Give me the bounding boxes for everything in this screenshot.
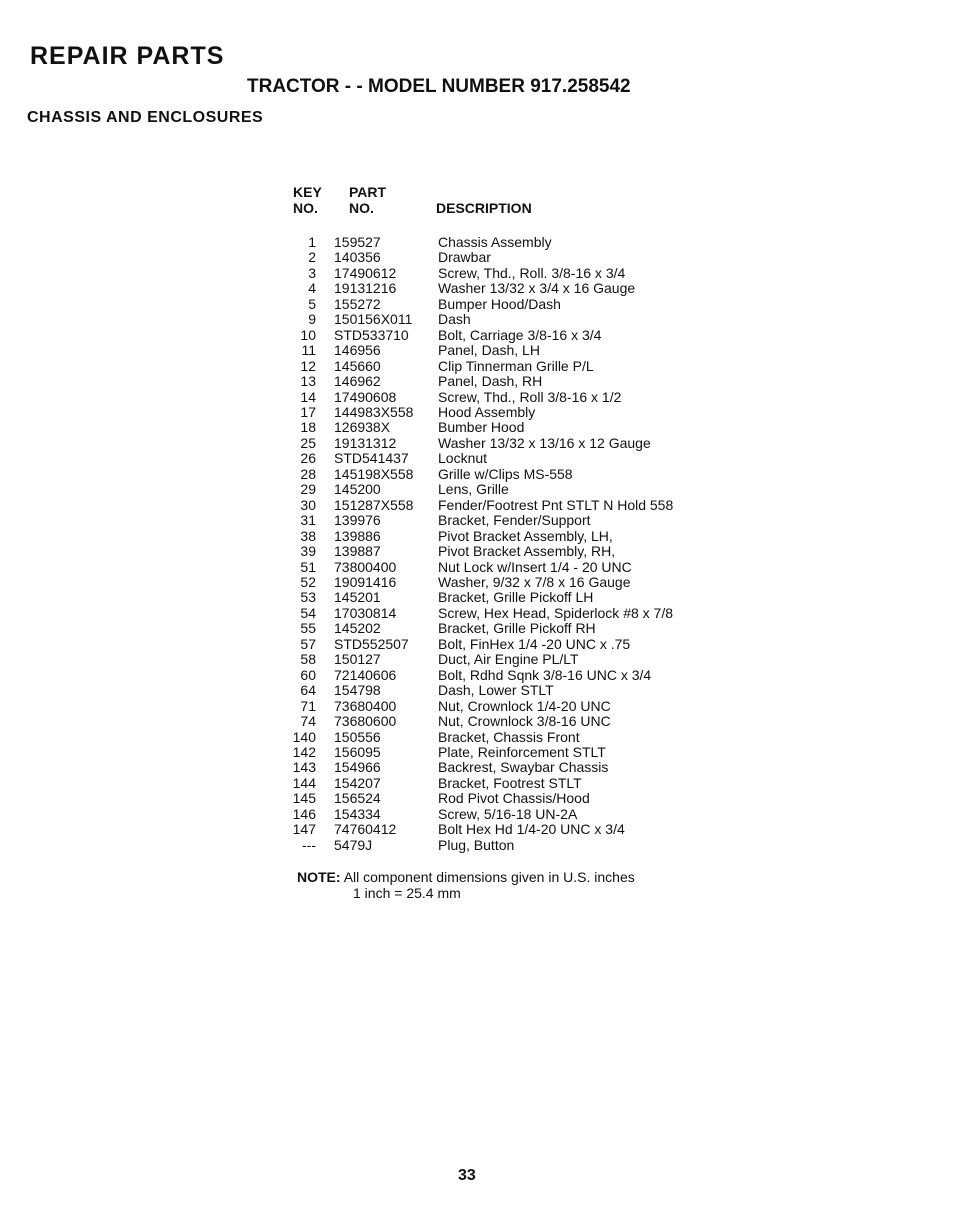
part-no: 145202 [334, 620, 381, 637]
part-description: Bolt Hex Hd 1/4-20 UNC x 3/4 [438, 821, 625, 838]
page-title: REPAIR PARTS [30, 42, 225, 70]
key-no-column-header [293, 184, 322, 216]
part-no: 159527 [334, 234, 381, 250]
parts-row [278, 328, 673, 343]
part-no: 150127 [334, 651, 381, 668]
part-no: 19131216 [334, 280, 397, 297]
parts-row [278, 760, 673, 775]
note [297, 869, 635, 901]
parts-row [278, 699, 673, 714]
key-no: 146 [292, 805, 316, 822]
part-description: Chassis Assembly [438, 234, 552, 250]
key-no: 10 [300, 326, 316, 343]
part-description: Clip Tinnerman Grille P/L [438, 357, 594, 374]
parts-row [278, 359, 673, 374]
part-no: 146962 [334, 373, 381, 390]
key-no: 140 [292, 728, 316, 745]
part-description: Bumper Hood/Dash [438, 295, 561, 312]
part-description: Nut, Crownlock 3/8-16 UNC [438, 713, 611, 730]
parts-row [278, 250, 673, 265]
part-description: Bracket, Chassis Front [438, 728, 580, 745]
parts-row [278, 822, 673, 837]
parts-row [278, 791, 673, 806]
parts-row [278, 482, 673, 497]
part-no: 72140606 [334, 666, 397, 683]
parts-row [278, 405, 673, 420]
part-no: STD533710 [334, 326, 409, 343]
part-no: 154334 [334, 805, 381, 822]
key-no: 147 [292, 821, 316, 838]
key-no: 74 [300, 713, 316, 730]
part-description: Dash [438, 311, 471, 328]
parts-row [278, 621, 673, 636]
key-no: 1 [308, 234, 316, 250]
key-no: 4 [308, 280, 316, 297]
parts-row [278, 390, 673, 405]
part-description: Fender/Footrest Pnt STLT N Hold 558 [438, 496, 674, 513]
part-no: 5479J [334, 836, 373, 853]
key-no: 5 [308, 295, 316, 312]
part-description: Pivot Bracket Assembly, LH, [438, 527, 613, 544]
parts-row [278, 590, 673, 605]
key-no: 12 [300, 357, 316, 374]
part-header-line2: NO. [349, 200, 374, 216]
part-no: 145201 [334, 589, 381, 606]
part-description: Hood Assembly [438, 403, 536, 420]
parts-row [278, 529, 673, 544]
note-label: NOTE: [297, 869, 341, 885]
part-description: Lens, Grille [438, 481, 509, 498]
parts-row [278, 776, 673, 791]
parts-row [278, 668, 673, 683]
description-column-header: DESCRIPTION [436, 200, 532, 216]
key-no: 14 [300, 388, 316, 405]
key-no: 26 [300, 450, 316, 467]
part-description: Plate, Reinforcement STLT [438, 743, 606, 760]
note-line1: All component dimensions given in U.S. inches [343, 869, 635, 885]
parts-row [278, 281, 673, 296]
key-no: 29 [300, 481, 316, 498]
key-no: 58 [300, 651, 316, 668]
key-no: 64 [300, 682, 316, 699]
parts-row [278, 266, 673, 281]
part-no: 154207 [334, 774, 381, 791]
part-no: 154798 [334, 682, 381, 699]
part-description: Bracket, Fender/Support [438, 512, 591, 529]
part-description: Bolt, Carriage 3/8-16 x 3/4 [438, 326, 602, 343]
key-no: 52 [300, 573, 316, 590]
model-heading: TRACTOR - - MODEL NUMBER 917.258542 [247, 76, 631, 97]
part-no: 151287X558 [334, 496, 414, 513]
part-description: Screw, Thd., Roll 3/8-16 x 1/2 [438, 388, 622, 405]
part-no: 154966 [334, 759, 381, 776]
part-no: 144983X558 [334, 403, 414, 420]
part-no: 73680600 [334, 713, 397, 730]
parts-row [278, 297, 673, 312]
part-description: Bracket, Grille Pickoff RH [438, 620, 596, 637]
part-description: Washer 13/32 x 13/16 x 12 Gauge [438, 434, 651, 451]
part-description: Dash, Lower STLT [438, 682, 554, 699]
part-no: 156095 [334, 743, 381, 760]
part-description: Panel, Dash, RH [438, 373, 543, 390]
part-description: Panel, Dash, LH [438, 342, 540, 359]
parts-row [278, 498, 673, 513]
part-no: 150556 [334, 728, 381, 745]
parts-row [278, 730, 673, 745]
part-no: 17030814 [334, 604, 397, 621]
part-no: 19131312 [334, 434, 397, 451]
parts-row [278, 606, 673, 621]
part-description: Pivot Bracket Assembly, RH, [438, 543, 616, 560]
part-description: Nut Lock w/Insert 1/4 - 20 UNC [438, 558, 632, 575]
part-description: Drawbar [438, 249, 491, 266]
part-no: 145198X558 [334, 465, 414, 482]
part-description: Bolt, Rdhd Sqnk 3/8-16 UNC x 3/4 [438, 666, 652, 683]
parts-list [278, 235, 673, 853]
key-no: 57 [300, 635, 316, 652]
part-no: 145200 [334, 481, 381, 498]
part-description: Duct, Air Engine PL/LT [438, 651, 579, 668]
part-description: Plug, Button [438, 836, 515, 853]
part-header-line1: PART [349, 184, 387, 200]
part-no: 74760412 [334, 821, 397, 838]
part-no: 145660 [334, 357, 381, 374]
part-description: Screw, Thd., Roll. 3/8-16 x 3/4 [438, 264, 626, 281]
key-no: 9 [308, 311, 316, 328]
key-no: 17 [300, 403, 316, 420]
part-description: Washer, 9/32 x 7/8 x 16 Gauge [438, 573, 631, 590]
part-no: 146956 [334, 342, 381, 359]
part-description: Grille w/Clips MS-558 [438, 465, 573, 482]
parts-row [278, 235, 673, 250]
key-header-line1: KEY [293, 184, 322, 200]
part-no: 139887 [334, 543, 381, 560]
part-no: 17490612 [334, 264, 397, 281]
page-number: 33 [458, 1167, 476, 1184]
parts-row [278, 807, 673, 822]
key-no: 39 [300, 543, 316, 560]
key-no: 60 [300, 666, 316, 683]
part-no-column-header [349, 184, 386, 216]
key-header-line2: NO. [293, 200, 318, 216]
key-no: 28 [300, 465, 316, 482]
key-no: 55 [300, 620, 316, 637]
part-description: Bracket, Grille Pickoff LH [438, 589, 594, 606]
parts-row [278, 451, 673, 466]
parts-row [278, 312, 673, 327]
key-no: 31 [300, 512, 316, 529]
key-no: 53 [300, 589, 316, 606]
part-no: STD541437 [334, 450, 409, 467]
parts-row [278, 343, 673, 358]
key-no: 11 [301, 342, 316, 359]
part-description: Rod Pivot Chassis/Hood [438, 790, 590, 807]
parts-row [278, 374, 673, 389]
key-no: 144 [292, 774, 316, 791]
part-no: 17490608 [334, 388, 397, 405]
key-no: 145 [292, 790, 316, 807]
parts-row [278, 838, 673, 853]
key-no: 54 [300, 604, 316, 621]
part-description: Nut, Crownlock 1/4-20 UNC [438, 697, 611, 714]
key-no: 13 [300, 373, 316, 390]
part-no: 139976 [334, 512, 381, 529]
part-description: Bolt, FinHex 1/4 -20 UNC x .75 [438, 635, 631, 652]
part-no: 140356 [334, 249, 381, 266]
part-description: Locknut [438, 450, 488, 467]
key-no: --- [302, 836, 316, 853]
part-description: Screw, 5/16-18 UN-2A [438, 805, 578, 822]
part-no: 139886 [334, 527, 381, 544]
key-no: 2 [308, 249, 316, 266]
parts-row [278, 544, 673, 559]
key-no: 3 [308, 264, 316, 281]
parts-row [278, 652, 673, 667]
parts-row [278, 745, 673, 760]
part-no: STD552507 [334, 635, 409, 652]
parts-row [278, 637, 673, 652]
key-no: 30 [300, 496, 316, 513]
part-no: 155272 [334, 295, 381, 312]
parts-row [278, 513, 673, 528]
note-line2: 1 inch = 25.4 mm [353, 885, 461, 901]
parts-row [278, 436, 673, 451]
part-description: Washer 13/32 x 3/4 x 16 Gauge [438, 280, 636, 297]
part-no: 156524 [334, 790, 381, 807]
part-description: Bumber Hood [438, 419, 525, 436]
key-no: 71 [300, 697, 316, 714]
parts-row [278, 560, 673, 575]
key-no: 25 [300, 434, 316, 451]
key-no: 142 [292, 743, 316, 760]
part-no: 73800400 [334, 558, 397, 575]
parts-row [278, 420, 673, 435]
parts-row [278, 714, 673, 729]
part-description: Screw, Hex Head, Spiderlock #8 x 7/8 [438, 604, 674, 621]
part-no: 126938X [334, 419, 391, 436]
key-no: 38 [300, 527, 316, 544]
key-no: 18 [300, 419, 316, 436]
section-heading: CHASSIS AND ENCLOSURES [27, 109, 264, 126]
part-no: 150156X011 [334, 311, 413, 328]
part-description: Bracket, Footrest STLT [438, 774, 582, 791]
parts-row [278, 575, 673, 590]
parts-row [278, 467, 673, 482]
key-no: 51 [300, 558, 316, 575]
parts-row [278, 683, 673, 698]
part-description: Backrest, Swaybar Chassis [438, 759, 609, 776]
part-no: 73680400 [334, 697, 397, 714]
key-no: 143 [292, 759, 316, 776]
part-no: 19091416 [334, 573, 397, 590]
